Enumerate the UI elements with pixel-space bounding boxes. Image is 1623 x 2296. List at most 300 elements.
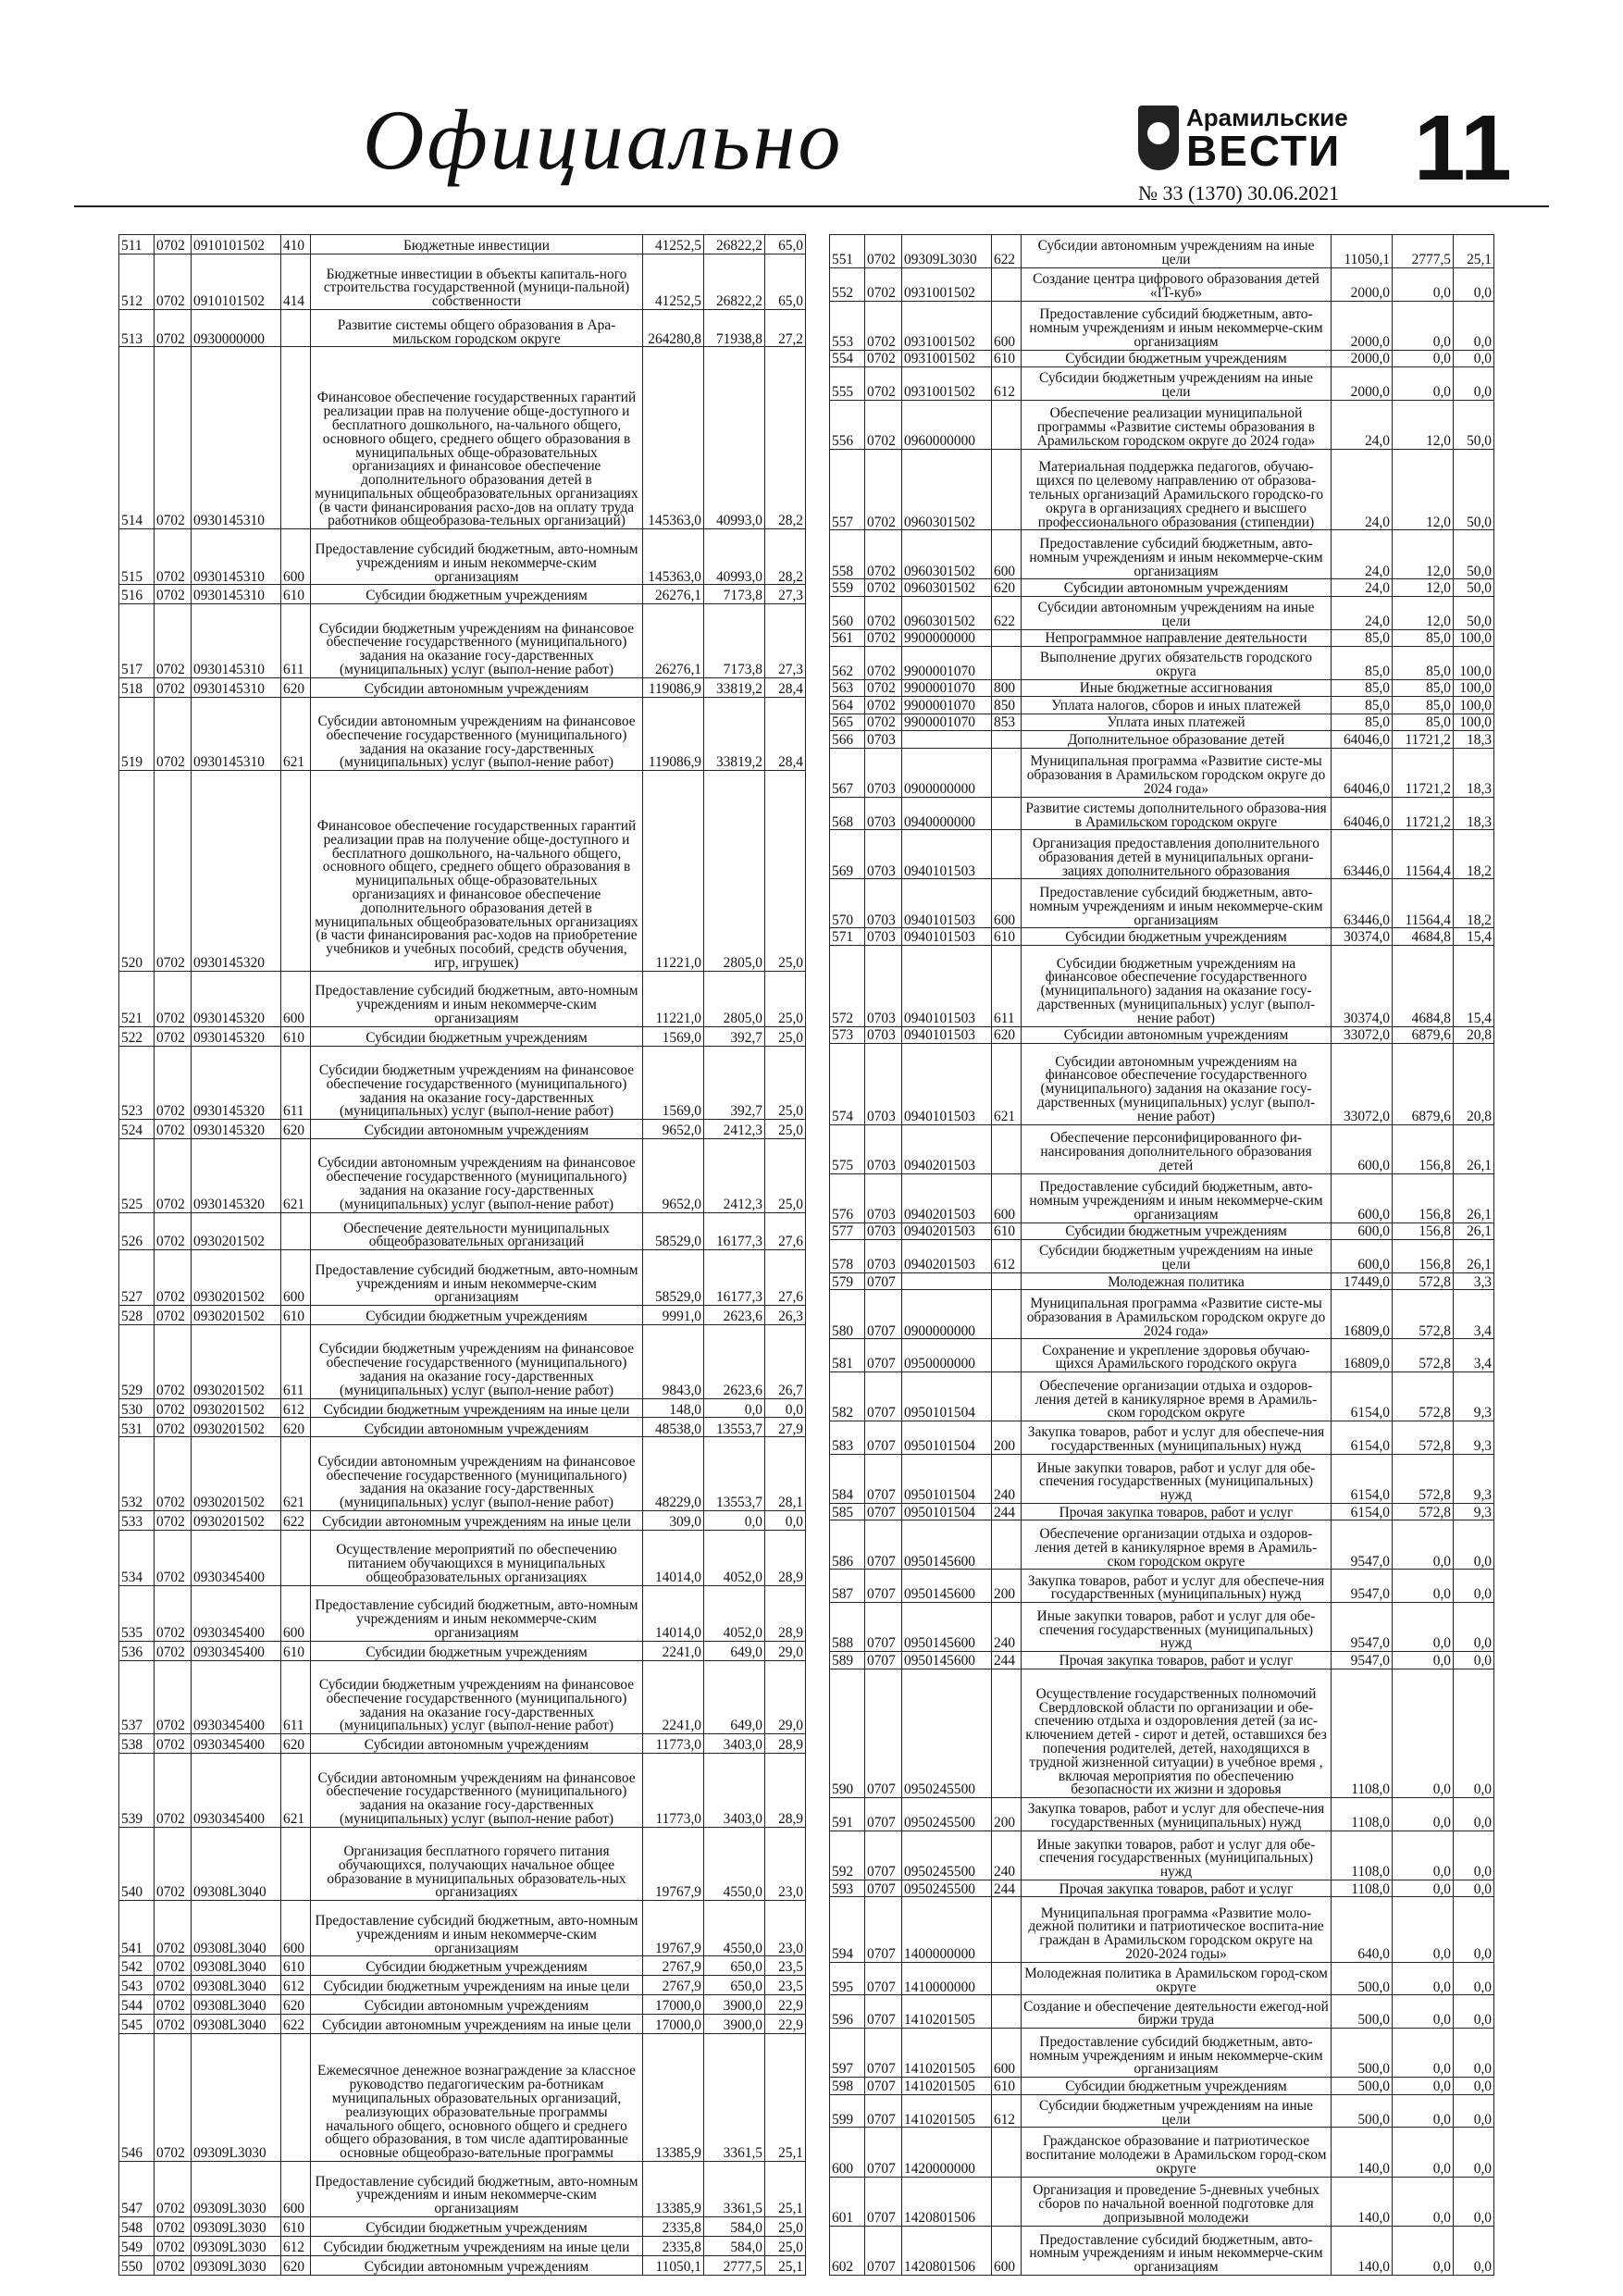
section-code: 0702 [155,1754,192,1828]
execution-percent: 3,4 [1454,1339,1494,1372]
target-article-code: 1420801506 [902,2226,992,2275]
header-rule [74,205,1549,207]
row-description: Субсидии автономным учреждениям [311,2255,643,2275]
table-row [830,879,1494,928]
table-row [830,2094,1494,2128]
row-number: 512 [119,254,155,309]
actual-amount: 7173,8 [704,604,765,678]
row-description: Субсидии автономным учреждениям [311,1418,643,1437]
row-number: 601 [830,2177,865,2226]
target-article-code: 0930201502 [192,1212,281,1249]
execution-percent: 25,1 [765,2255,806,2275]
section-code: 0702 [865,449,902,530]
budget-table-right [829,234,1494,2276]
logo-main-text: ВЕСТИ [1186,127,1342,175]
execution-percent: 27,9 [765,1418,806,1437]
row-number: 534 [119,1530,155,1585]
row-description: Субсидии бюджетным учреждениям на финансовое обеспечение государственного (муниципального) задания на оказание госу-дарственных (муниципальных) услуг (выпол-нение работ) [311,1660,643,1734]
plan-amount: 16809,0 [1332,1339,1393,1372]
row-description: Предоставление субсидий бюджетным, авто-номным учреждениям и иным некоммерче-ским организациям [1022,879,1332,928]
execution-percent: 100,0 [1454,697,1494,714]
row-number: 579 [830,1272,865,1289]
target-article-code: 0900000000 [902,748,992,797]
row-description: Молодежная политика [1022,1272,1332,1289]
expense-type-code: 600 [992,301,1022,350]
table-row [830,267,1494,301]
actual-amount: 0,0 [1393,350,1454,366]
expense-type-code: 621 [281,697,311,771]
target-article-code: 0950145600 [902,1652,992,1669]
actual-amount: 40993,0 [704,347,765,529]
row-description: Субсидии автономным учреждениям на финансовое обеспечение государственного (муниципального) задания на оказание госу-дарственных (муниципальных) услуг (выпол-нение работ) [1022,1044,1332,1125]
row-number: 589 [830,1652,865,1669]
actual-amount: 11721,2 [1393,797,1454,830]
execution-percent: 20,8 [1454,1044,1494,1125]
row-description: Закупка товаров, работ и услуг для обеспече-ния государственных (муниципальных) нужд [1022,1421,1332,1455]
table-row [830,1995,1494,2029]
table-row [119,2014,806,2033]
plan-amount: 64046,0 [1332,731,1393,748]
execution-percent: 0,0 [1454,2094,1494,2128]
expense-type-code [281,309,311,346]
row-number: 524 [119,1120,155,1139]
execution-percent: 27,6 [765,1250,806,1306]
execution-percent: 18,2 [1454,830,1494,879]
target-article-code: 0930345400 [192,1754,281,1828]
execution-percent: 25,1 [765,2162,806,2217]
execution-percent: 29,0 [765,1660,806,1734]
actual-amount: 2623,6 [704,1324,765,1398]
execution-percent: 0,0 [1454,2029,1494,2078]
execution-percent: 28,2 [765,529,806,585]
execution-percent: 27,3 [765,604,806,678]
table-row [119,254,806,309]
target-article-code: 1400000000 [902,1897,992,1962]
plan-amount: 63446,0 [1332,830,1393,879]
execution-percent: 25,0 [765,1139,806,1213]
plan-amount: 1108,0 [1332,1669,1393,1798]
plan-amount: 500,0 [1332,2029,1393,2078]
section-code: 0707 [865,1669,902,1798]
section-code: 0703 [865,1044,902,1125]
table-row [830,366,1494,400]
table-row [830,1124,1494,1173]
actual-amount: 156,8 [1393,1222,1454,1239]
row-number: 602 [830,2226,865,2275]
table-row [119,529,806,585]
plan-amount: 9547,0 [1332,1520,1393,1570]
expense-type-code: 600 [281,1250,311,1306]
row-description: Субсидии бюджетным учреждениям [1022,1222,1332,1239]
row-description: Иные закупки товаров, работ и услуг для обе-спечения государственных (муниципальных) нужд [1022,1454,1332,1503]
plan-amount: 48538,0 [643,1418,704,1437]
row-number: 584 [830,1454,865,1503]
target-article-code: 0940000000 [902,797,992,830]
plan-amount: 64046,0 [1332,797,1393,830]
target-article-code: 0930145310 [192,347,281,529]
expense-type-code [281,347,311,529]
plan-amount: 85,0 [1332,647,1393,680]
table-row [119,1754,806,1828]
execution-percent: 0,0 [765,1510,806,1530]
actual-amount: 11721,2 [1393,748,1454,797]
table-row [119,604,806,678]
section-code: 0702 [155,2236,192,2255]
expense-type-code [992,1962,1022,1995]
expense-type-code [992,731,1022,748]
actual-amount: 572,8 [1393,1421,1454,1455]
table-row [119,1324,806,1398]
actual-amount: 156,8 [1393,1240,1454,1273]
row-description: Предоставление субсидий бюджетным, авто-номным учреждениям и иным некоммерче-ским организациям [311,1901,643,1956]
actual-amount: 85,0 [1393,647,1454,680]
expense-type-code [992,1290,1022,1339]
execution-percent: 23,5 [765,1976,806,1995]
target-article-code: 0930201502 [192,1250,281,1306]
row-description: Организация бесплатного горячего питания обучающихся, получающих начальное общее образование в муниципальных образователь-ных организациях [311,1827,643,1901]
row-description: Обеспечение организации отдыха и оздоров-ления детей в каникулярное время в Арамиль-ском городском округе [1022,1520,1332,1570]
target-article-code: 0940101503 [902,945,992,1026]
execution-percent: 0,0 [1454,2128,1494,2177]
row-number: 561 [830,629,865,646]
row-number: 519 [119,697,155,771]
plan-amount: 2767,9 [643,1956,704,1976]
coat-of-arms-icon [1138,105,1179,170]
plan-amount: 30374,0 [1332,928,1393,945]
expense-type-code: 620 [281,1734,311,1754]
section-code: 0702 [155,1139,192,1213]
expense-type-code [992,2128,1022,2177]
row-description: Обеспечение организации отдыха и оздоров-ления детей в каникулярное время в Арамиль-ском городском округе [1022,1372,1332,1421]
expense-type-code [992,748,1022,797]
target-article-code: 0930000000 [192,309,281,346]
plan-amount: 58529,0 [643,1250,704,1306]
row-description: Предоставление субсидий бюджетным, авто-номным учреждениям и иным некоммерче-ским организациям [1022,2226,1332,2275]
table-row [830,679,1494,696]
target-article-code: 0930201502 [192,1510,281,1530]
plan-amount: 600,0 [1332,1173,1393,1222]
execution-percent: 22,9 [765,1995,806,2015]
expense-type-code [992,1272,1022,1289]
table-row [830,1026,1494,1043]
section-code: 0702 [155,971,192,1026]
plan-amount: 1108,0 [1332,1831,1393,1880]
plan-amount: 2241,0 [643,1660,704,1734]
plan-amount: 500,0 [1332,2094,1393,2128]
target-article-code: 0910101502 [192,235,281,254]
execution-percent: 9,3 [1454,1454,1494,1503]
actual-amount: 11564,4 [1393,879,1454,928]
row-description: Финансовое обеспечение государственных гарантий реализации прав на получение обще-доступного и бесплатного дошкольного, на-чального общего, основного общего, среднего общего образования в муниципальных обще-образовательных организациях и финансовое обеспечение дополнительного образования детей в муниципальных общеобразовательных организациях (в части финансирования расхо-дов на оплату труда работников общеобразова-тельных организаций) [311,347,643,529]
execution-percent: 26,1 [1454,1124,1494,1173]
expense-type-code: 620 [281,1120,311,1139]
row-description: Субсидии автономным учреждениям на иные цели [311,1510,643,1530]
page-number: 11 [1414,96,1512,200]
row-number: 550 [119,2255,155,2275]
table-row [830,1831,1494,1880]
expense-type-code: 610 [281,1641,311,1660]
table-row [830,2177,1494,2226]
execution-percent: 9,3 [1454,1503,1494,1520]
actual-amount: 572,8 [1393,1339,1454,1372]
actual-amount: 12,0 [1393,579,1454,596]
right-budget-table [829,234,1494,2276]
row-description: Молодежная политика в Арамильском город-ском округе [1022,1962,1332,1995]
target-article-code [902,731,992,748]
actual-amount: 26822,2 [704,235,765,254]
plan-amount: 11050,1 [643,2255,704,2275]
section-code: 0702 [865,530,902,579]
row-number: 552 [830,267,865,301]
row-number: 587 [830,1570,865,1603]
row-description: Непрограммное направление деятельности [1022,629,1332,646]
table-row [119,585,806,604]
table-row [119,1139,806,1213]
expense-type-code [281,1827,311,1901]
execution-percent: 0,0 [1454,1570,1494,1603]
execution-percent: 50,0 [1454,400,1494,449]
row-number: 518 [119,677,155,697]
target-article-code: 0940201503 [902,1240,992,1273]
row-number: 595 [830,1962,865,1995]
table-row [119,1510,806,1530]
row-number: 530 [119,1398,155,1418]
row-description: Субсидии бюджетным учреждениям на иные цели [1022,1240,1332,1273]
row-number: 578 [830,1240,865,1273]
section-code: 0703 [865,830,902,879]
execution-percent: 100,0 [1454,714,1494,730]
table-row [830,2226,1494,2275]
actual-amount: 85,0 [1393,679,1454,696]
plan-amount: 64046,0 [1332,748,1393,797]
table-row [119,1437,806,1511]
execution-percent: 0,0 [765,1398,806,1418]
section-code: 0702 [155,2033,192,2161]
section-code: 0702 [865,647,902,680]
section-code: 0702 [155,235,192,254]
target-article-code: 0950101504 [902,1421,992,1455]
execution-percent: 0,0 [1454,1520,1494,1570]
target-article-code: 0930345400 [192,1660,281,1734]
target-article-code: 0931001502 [902,366,992,400]
execution-percent: 29,0 [765,1641,806,1660]
table-row [119,1901,806,1956]
expense-type-code [281,1530,311,1585]
expense-type-code: 240 [992,1454,1022,1503]
execution-percent: 0,0 [1454,2177,1494,2226]
execution-percent: 50,0 [1454,596,1494,629]
target-article-code: 0960000000 [902,400,992,449]
actual-amount: 4684,8 [1393,928,1454,945]
row-number: 588 [830,1603,865,1652]
table-row [830,1421,1494,1455]
section-code: 0703 [865,1173,902,1222]
actual-amount: 649,0 [704,1641,765,1660]
plan-amount: 2767,9 [643,1976,704,1995]
execution-percent: 28,9 [765,1734,806,1754]
section-code: 0707 [865,1503,902,1520]
expense-type-code [992,797,1022,830]
row-description: Обеспечение персонифицированного фи-нансирования дополнительного образования детей [1022,1124,1332,1173]
actual-amount: 0,0 [1393,1570,1454,1603]
target-article-code [902,1272,992,1289]
target-article-code: 09309L3030 [192,2033,281,2161]
section-code: 0702 [155,1398,192,1418]
expense-type-code: 610 [992,350,1022,366]
expense-type-code: 610 [281,2217,311,2237]
plan-amount: 145363,0 [643,529,704,585]
plan-amount: 600,0 [1332,1240,1393,1273]
section-code: 0702 [155,1976,192,1995]
target-article-code: 0950245500 [902,1798,992,1831]
row-number: 585 [830,1503,865,1520]
target-article-code: 0930145310 [192,697,281,771]
plan-amount: 41252,5 [643,254,704,309]
plan-amount: 48229,0 [643,1437,704,1511]
expense-type-code: 620 [992,579,1022,596]
target-article-code: 1410201505 [902,2029,992,2078]
target-article-code: 09308L3040 [192,1827,281,1901]
plan-amount: 309,0 [643,1510,704,1530]
plan-amount: 85,0 [1332,679,1393,696]
execution-percent: 18,3 [1454,748,1494,797]
row-description: Субсидии бюджетным учреждениям [311,1306,643,1325]
section-code: 0702 [155,2014,192,2033]
execution-percent: 25,0 [765,2236,806,2255]
row-number: 520 [119,771,155,972]
expense-type-code: 850 [992,697,1022,714]
expense-type-code: 200 [992,1421,1022,1455]
actual-amount: 85,0 [1393,629,1454,646]
table-row [830,2128,1494,2177]
plan-amount: 9547,0 [1332,1570,1393,1603]
actual-amount: 2623,6 [704,1306,765,1325]
execution-percent: 25,0 [765,1026,806,1046]
expense-type-code: 610 [992,1222,1022,1239]
row-description: Бюджетные инвестиции в объекты капиталь-ного строительства государственной (муници-пальной) собственности [311,254,643,309]
row-description: Субсидии автономным учреждениям на иные цели [1022,235,1332,268]
actual-amount: 2777,5 [1393,235,1454,268]
target-article-code: 1420801506 [902,2177,992,2226]
plan-amount: 41252,5 [643,235,704,254]
row-number: 600 [830,2128,865,2177]
section-code: 0702 [155,254,192,309]
section-code: 0707 [865,1454,902,1503]
section-code: 0702 [865,235,902,268]
row-description: Иные закупки товаров, работ и услуг для обе-спечения государственных (муниципальных) нужд [1022,1603,1332,1652]
budget-table-left [118,234,806,2276]
expense-type-code [992,400,1022,449]
table-row [119,1585,806,1641]
target-article-code: 09309L3030 [902,235,992,268]
plan-amount: 6154,0 [1332,1503,1393,1520]
target-article-code: 9900001070 [902,697,992,714]
target-article-code: 0930145320 [192,1046,281,1120]
expense-type-code: 611 [281,1324,311,1398]
table-row [119,697,806,771]
actual-amount: 11721,2 [1393,731,1454,748]
expense-type-code [281,1212,311,1249]
section-code: 0707 [865,1962,902,1995]
table-row [119,2236,806,2255]
expense-type-code [992,1372,1022,1421]
row-description: Субсидии автономным учреждениям на финансовое обеспечение государственного (муниципального) задания на оказание госу-дарственных (муниципальных) услуг (выпол-нение работ) [311,1437,643,1511]
execution-percent: 0,0 [1454,2226,1494,2275]
actual-amount: 0,0 [1393,1520,1454,1570]
actual-amount: 0,0 [704,1398,765,1418]
target-article-code: 0930201502 [192,1437,281,1511]
expense-type-code: 600 [281,2162,311,2217]
execution-percent: 50,0 [1454,530,1494,579]
row-description: Дополнительное образование детей [1022,731,1332,748]
expense-type-code: 622 [281,1510,311,1530]
row-description: Закупка товаров, работ и услуг для обеспече-ния государственных (муниципальных) нужд [1022,1798,1332,1831]
actual-amount: 7173,8 [704,585,765,604]
section-code: 0702 [155,585,192,604]
expense-type-code [281,771,311,972]
target-article-code: 0930201502 [192,1306,281,1325]
table-row [830,350,1494,366]
row-number: 555 [830,366,865,400]
row-number: 567 [830,748,865,797]
row-number: 528 [119,1306,155,1325]
row-number: 533 [119,1510,155,1530]
row-description: Субсидии бюджетным учреждениям [311,1026,643,1046]
actual-amount: 3403,0 [704,1754,765,1828]
execution-percent: 28,9 [765,1530,806,1585]
table-row [119,2255,806,2275]
table-row [830,1044,1494,1125]
execution-percent: 0,0 [1454,301,1494,350]
actual-amount: 2777,5 [704,2255,765,2275]
plan-amount: 9843,0 [643,1324,704,1398]
table-row [830,1962,1494,1995]
expense-type-code: 611 [281,1046,311,1120]
expense-type-code: 610 [992,928,1022,945]
actual-amount: 392,7 [704,1046,765,1120]
row-number: 563 [830,679,865,696]
row-number: 544 [119,1995,155,2015]
expense-type-code: 244 [992,1880,1022,1896]
table-row [830,928,1494,945]
target-article-code: 0940201503 [902,1173,992,1222]
target-article-code: 0950245500 [902,1669,992,1798]
row-description: Муниципальная программа «Развитие систе-мы образования в Арамильском городском округе до 2024 года» [1022,1290,1332,1339]
row-number: 558 [830,530,865,579]
row-description: Субсидии бюджетным учреждениям на иные цели [1022,366,1332,400]
row-description: Сохранение и укрепление здоровья обучаю-щихся Арамильского городского округа [1022,1339,1332,1372]
table-row [830,697,1494,714]
execution-percent: 18,2 [1454,879,1494,928]
row-number: 596 [830,1995,865,2029]
plan-amount: 6154,0 [1332,1421,1393,1455]
actual-amount: 4052,0 [704,1530,765,1585]
expense-type-code: 622 [992,596,1022,629]
actual-amount: 584,0 [704,2217,765,2237]
actual-amount: 0,0 [1393,1798,1454,1831]
actual-amount: 572,8 [1393,1454,1454,1503]
row-description: Финансовое обеспечение государственных гарантий реализации прав на получение обще-доступного и бесплатного дошкольного, на-чального общего, основного общего, среднего общего образования в муниципальных обще-образовательных организациях и финансовое обеспечение дополнительного образования детей в муниципальных общеобразовательных организациях (в части финансирования рас-ходов на приобретение учебников и учебных пособий, средств обучения, игр, игрушек) [311,771,643,972]
target-article-code: 0930145310 [192,529,281,585]
section-code: 0703 [865,748,902,797]
row-description: Субсидии бюджетным учреждениям [1022,2078,1332,2094]
table-row [830,731,1494,748]
plan-amount: 85,0 [1332,697,1393,714]
target-article-code: 0950101504 [902,1454,992,1503]
table-row [830,1570,1494,1603]
actual-amount: 0,0 [1393,1652,1454,1669]
section-code: 0702 [155,1660,192,1734]
